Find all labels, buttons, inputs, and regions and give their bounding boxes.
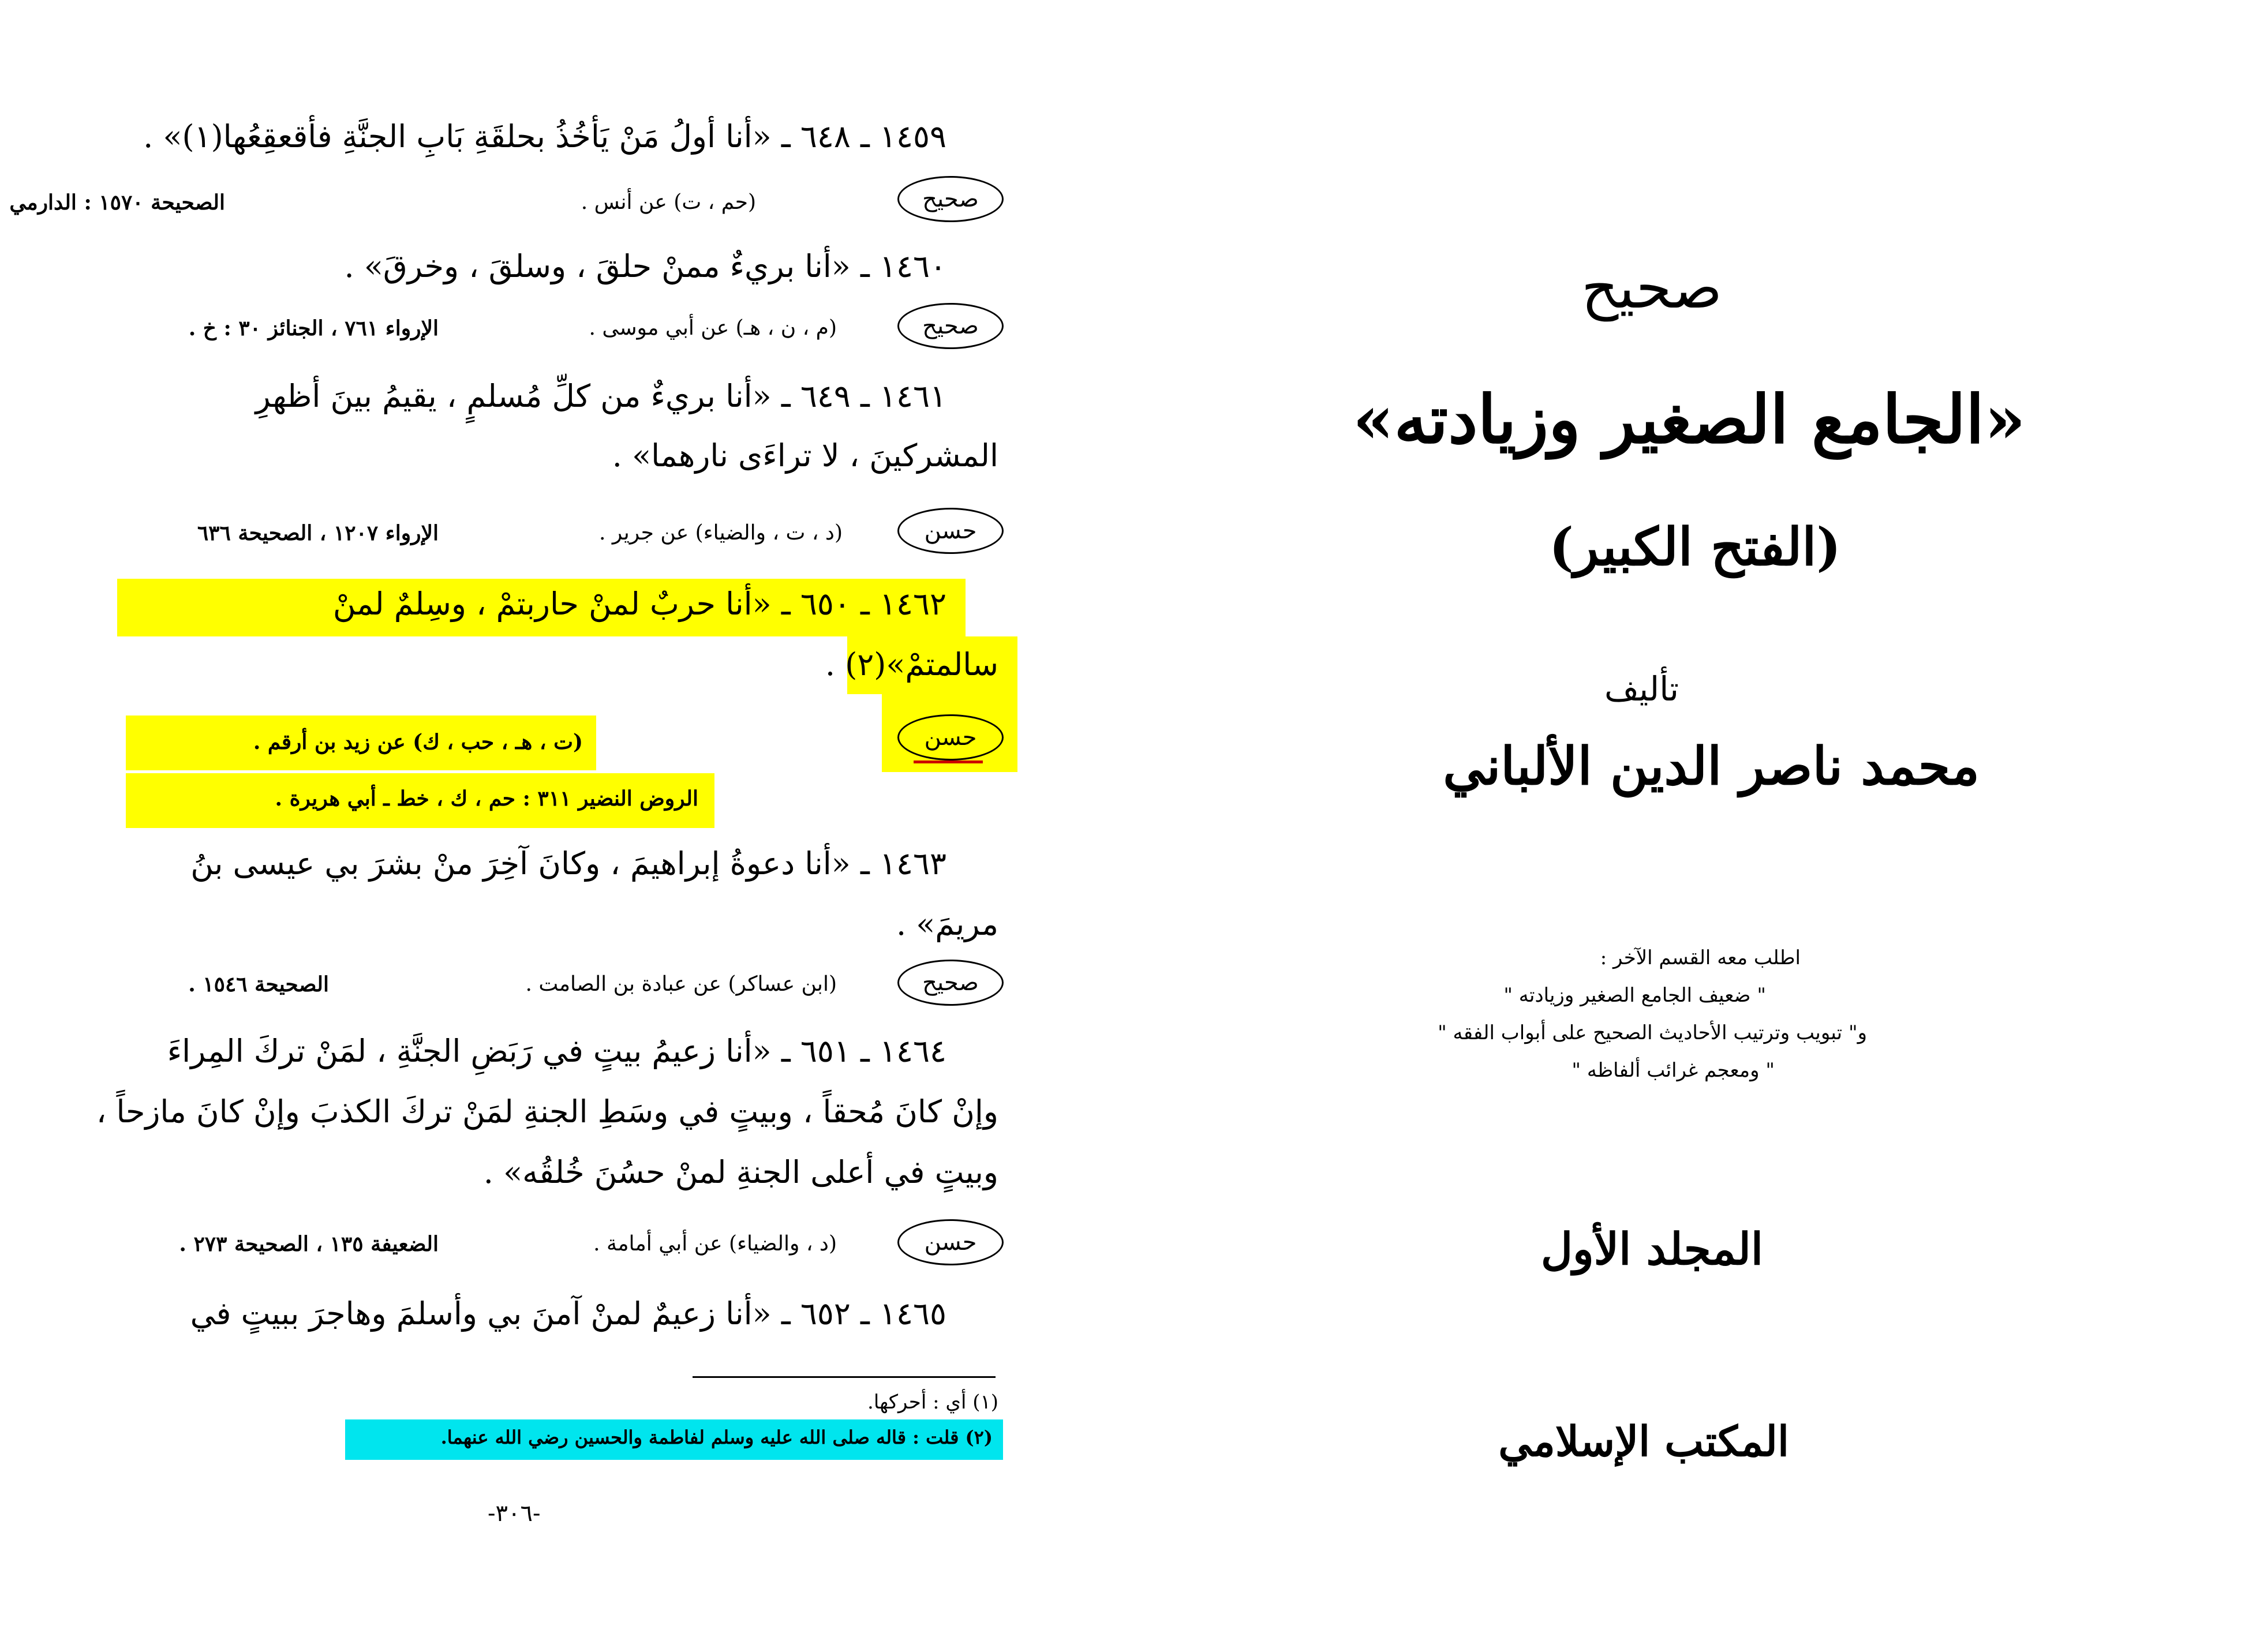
grade-badge: صحيح xyxy=(897,960,1004,1006)
hadith-reference: الإرواء ٧٦١ ، الجنائز ٣٠ : خ . xyxy=(188,316,439,340)
hadith-1464-line1: ١٤٦٤ ـ ٦٥١ ـ «أنا زعيمُ بيتٍ في رَبَضِ الجنَّةِ ، لمَنْ تركَ المِراءَ xyxy=(167,1033,946,1069)
hadith-reference: الصحيحة ١٥٧٠ : الدارمي xyxy=(9,190,225,215)
hadith-1465-text: ١٤٦٥ ـ ٦٥٢ ـ «أنا زعيمٌ لمنْ آمنَ بي وأسلمَ وهاجرَ ببيتٍ في xyxy=(190,1295,946,1332)
author-label: تأليف xyxy=(1604,669,1679,709)
hadith-1464-line2: وإنْ كانَ مُحقاً ، وبيتٍ في وسَطِ الجنةِ لمَنْ تركَ الكذبَ وإنْ كانَ مازحاً ، xyxy=(96,1093,998,1130)
book-title: «الجامع الصغير وزيادته» xyxy=(1352,381,2026,459)
sahih-heading: صحيح xyxy=(1581,254,1723,321)
hadith-source: (ابن عساكر) عن عبادة بن الصامت . xyxy=(525,972,837,996)
hadith-1461-line2: المشركينَ ، لا تراءَى نارهما» . xyxy=(612,437,998,474)
hadith-1463-line2: مريمَ» . xyxy=(896,906,998,942)
hadith-1462-line1: ١٤٦٢ ـ ٦٥٠ ـ «أنا حربٌ لمنْ حاربتمْ ، وسِلمٌ لمنْ xyxy=(332,586,946,622)
page-number: -٣٠٦- xyxy=(488,1500,541,1527)
hadith-source: (حم ، ت) عن أنس . xyxy=(581,190,756,214)
hadith-reference: الإرواء ١٢٠٧ ، الصحيحة ٦٣٦ xyxy=(197,521,439,545)
grade-badge: حسن xyxy=(897,714,1004,761)
grade-badge: حسن xyxy=(897,1219,1004,1265)
publisher-name: المكتب الإسلامي xyxy=(1498,1417,1789,1466)
footnote-divider xyxy=(693,1376,996,1378)
hadith-source: (د ، والضياء) عن أبي أمامة . xyxy=(593,1232,837,1256)
hadith-1462-line2: سالمتمْ»(٢) . xyxy=(825,646,998,683)
hadith-source: (د ، ت ، والضياء) عن جرير . xyxy=(598,521,843,545)
hadith-1459-text: ١٤٥٩ ـ ٦٤٨ ـ «أنا أولُ مَنْ يَأخُذُ بحلقَةِ بَابِ الجنَّةِ فأقعقِعُها(١)» . xyxy=(143,118,946,155)
companion-note-line: اطلب معه القسم الآخر : xyxy=(1600,946,1801,969)
hadith-1460-text: ١٤٦٠ ـ «أنا بريءٌ ممنْ حلقَ ، وسلقَ ، وخرقَ» . xyxy=(344,248,946,284)
hadith-1463-line1: ١٤٦٣ ـ «أنا دعوةُ إبراهيمَ ، وكانَ آخِرَ منْ بشرَ بي عيسى بنُ xyxy=(190,845,946,882)
red-underline xyxy=(914,761,983,763)
grade-badge: صحيح xyxy=(897,303,1004,349)
hadith-source: (ت ، هـ ، حب ، ك) عن زيد بن أرقم . xyxy=(253,730,583,754)
hadith-reference: الصحيحة ١٥٤٦ . xyxy=(188,972,329,997)
footnote-2: (٢) قلت : قاله صلى الله عليه وسلم لفاطمة والحسين رضي الله عنهما. xyxy=(440,1426,993,1448)
companion-note-line: " ضعيف الجامع الصغير وزيادته " xyxy=(1503,984,1766,1007)
book-subtitle: (الفتح الكبير) xyxy=(1549,516,1841,578)
hadith-1464-line3: وبيتٍ في أعلى الجنةِ لمنْ حسُنَ خُلقُه» . xyxy=(483,1154,998,1190)
footnote-1: (١) أي : أحركها. xyxy=(867,1391,998,1414)
hadith-reference: الضعيفة ١٣٥ ، الصحيحة ٢٧٣ . xyxy=(179,1232,439,1256)
grade-badge: حسن xyxy=(897,508,1004,554)
volume-label: المجلد الأول xyxy=(1540,1223,1763,1275)
hadith-reference: الروض النضير ٣١١ : حم ، ك ، خط ـ أبي هريرة . xyxy=(275,786,698,811)
companion-note-line: " ومعجم غرائب ألفاظه " xyxy=(1572,1059,1775,1082)
hadith-source: (م ، ن ، هـ) عن أبي موسى . xyxy=(589,316,837,340)
companion-note-line: و" تبويب وترتيب الأحاديث الصحيح على أبواب الفقه " xyxy=(1438,1021,1867,1044)
author-name: محمد ناصر الدين الألباني xyxy=(1443,736,1980,797)
grade-badge: صحيح xyxy=(897,176,1004,222)
hadith-1461-line1: ١٤٦١ ـ ٦٤٩ ـ «أنا بريءٌ من كلِّ مُسلمٍ ، يقيمُ بينَ أظهرِ xyxy=(255,378,946,414)
